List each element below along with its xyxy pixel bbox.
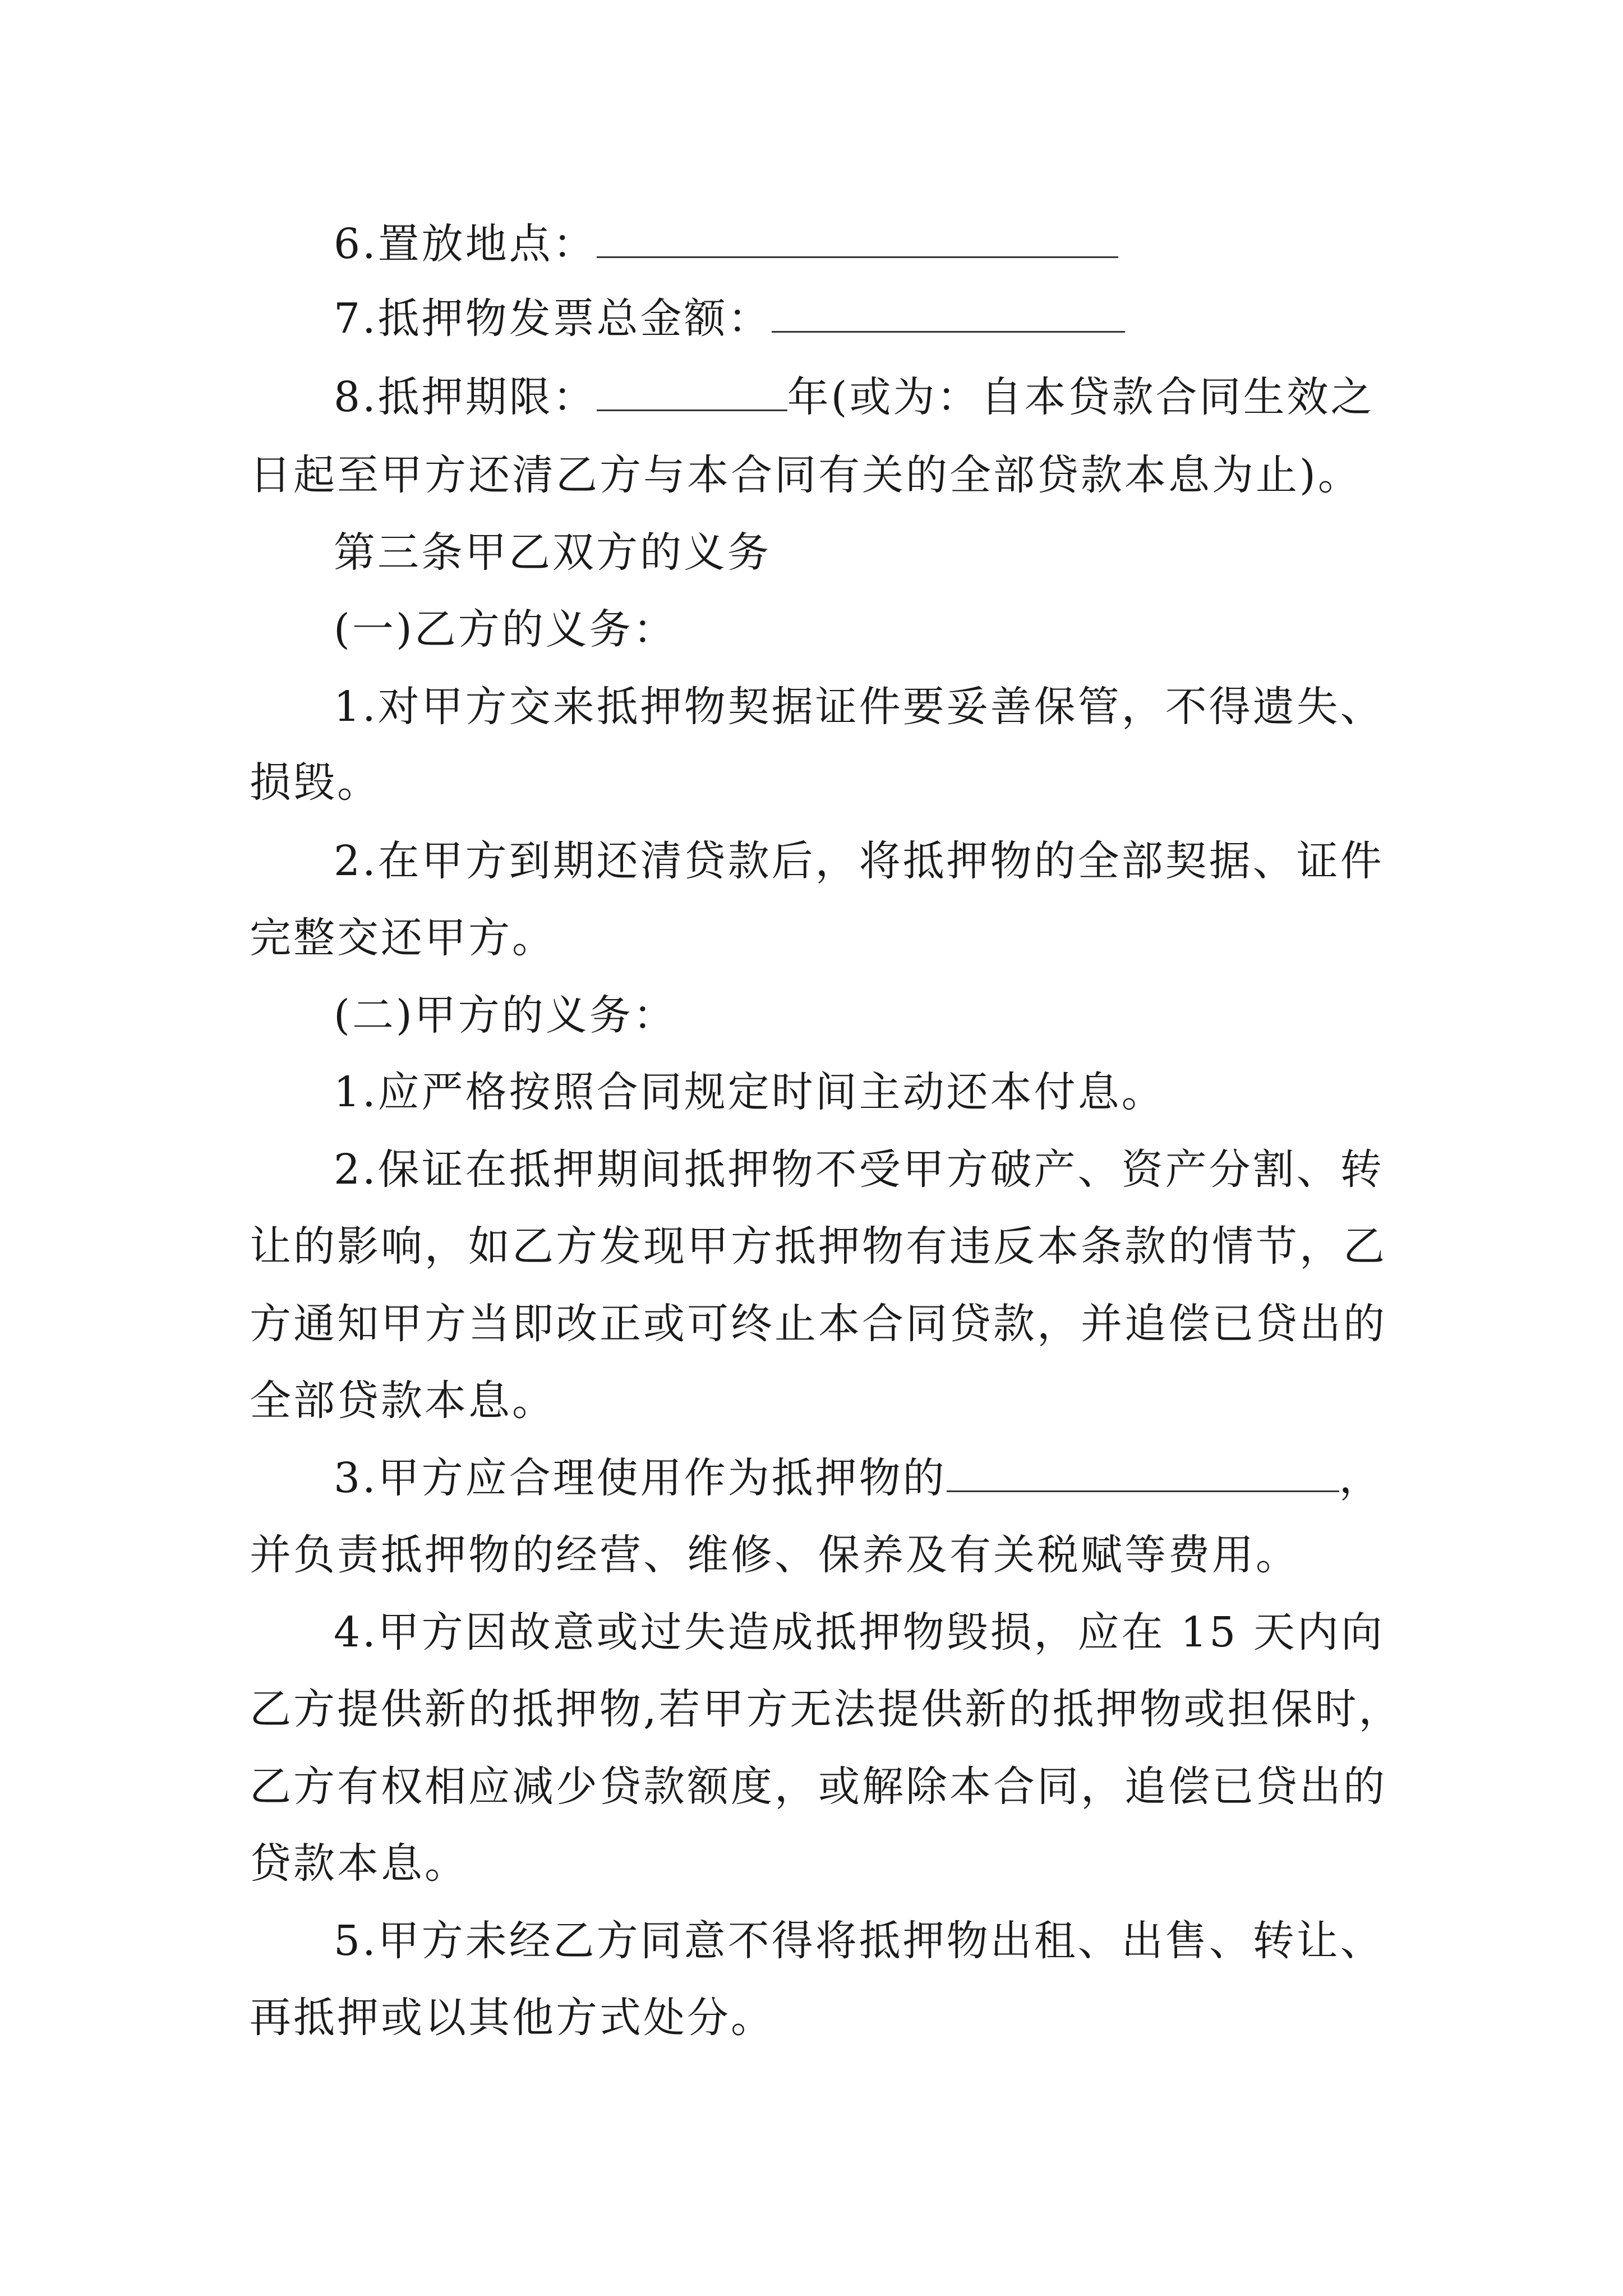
paragraph-line: 1.应严格按照合同规定时间主动还本付息。 [334, 1068, 1165, 1116]
paragraph-line: 乙方提供新的抵押物,若甲方无法提供新的抵押物或担保时， [250, 1685, 1403, 1733]
paragraph-line: 再抵押或以其他方式处分。 [250, 1994, 774, 2042]
paragraph-line: 并负责抵押物的经营、维修、保养及有关税赋等费用。 [250, 1531, 1299, 1579]
item-8-mortgage-term [334, 369, 1374, 425]
paragraph-line: 日起至甲方还清乙方与本合同有关的全部贷款本息为止)。 [250, 451, 1362, 499]
paragraph-line: 1.对甲方交来抵押物契据证件要妥善保管，不得遗失、 [334, 683, 1384, 731]
invoice-amount-blank [772, 292, 1125, 333]
item-8-label: 8.抵押期限： [334, 373, 597, 421]
mortgage-object-blank [947, 1451, 1339, 1492]
paragraph-line: 完整交还甲方。 [250, 914, 556, 962]
item-8-text: 年(或为：自本贷款合同生效之 [787, 373, 1375, 421]
placement-location-blank [597, 217, 1118, 258]
paragraph-line: 2.在甲方到期还清贷款后，将抵押物的全部契据、证件 [334, 837, 1384, 885]
paragraph-line: 2.保证在抵押期间抵押物不受甲方破产、资产分割、转 [334, 1145, 1384, 1194]
mortgage-term-blank [597, 370, 787, 411]
paragraph-line: 贷款本息。 [250, 1839, 468, 1888]
item-7-label: 7.抵押物发票总金额： [334, 295, 772, 343]
paragraph-line: 乙方有权相应减少贷款额度，或解除本合同，追偿已贷出的 [250, 1763, 1387, 1811]
item-7-invoice-amount [334, 291, 1125, 347]
section-party-b-obligations: (一)乙方的义务： [334, 605, 677, 654]
paragraph-line: 4.甲方因故意或过失造成抵押物毁损，应在 15 天内向 [334, 1608, 1385, 1657]
item-6-placement-location [334, 216, 1118, 272]
paragraph-line-with-blank [334, 1450, 1383, 1506]
paragraph-line: 损毁。 [250, 758, 381, 807]
paragraph-line: 方通知甲方当即改正或可终止本合同贷款，并追偿已贷出的 [250, 1300, 1387, 1348]
article-3-heading: 第三条甲乙双方的义务 [334, 528, 771, 577]
paragraph-line: 全部贷款本息。 [250, 1377, 556, 1425]
item-3-text: 3.甲方应合理使用作为抵押物的 [334, 1454, 947, 1502]
paragraph-line: 让的影响，如乙方发现甲方抵押物有违反本条款的情节，乙 [250, 1222, 1387, 1271]
section-party-a-obligations: (二)甲方的义务： [334, 991, 677, 1039]
paragraph-line: 5.甲方未经乙方同意不得将抵押物出租、出售、转让、 [334, 1917, 1384, 1965]
item-3-comma: ， [1339, 1454, 1383, 1502]
item-6-label: 6.置放地点： [334, 220, 597, 268]
